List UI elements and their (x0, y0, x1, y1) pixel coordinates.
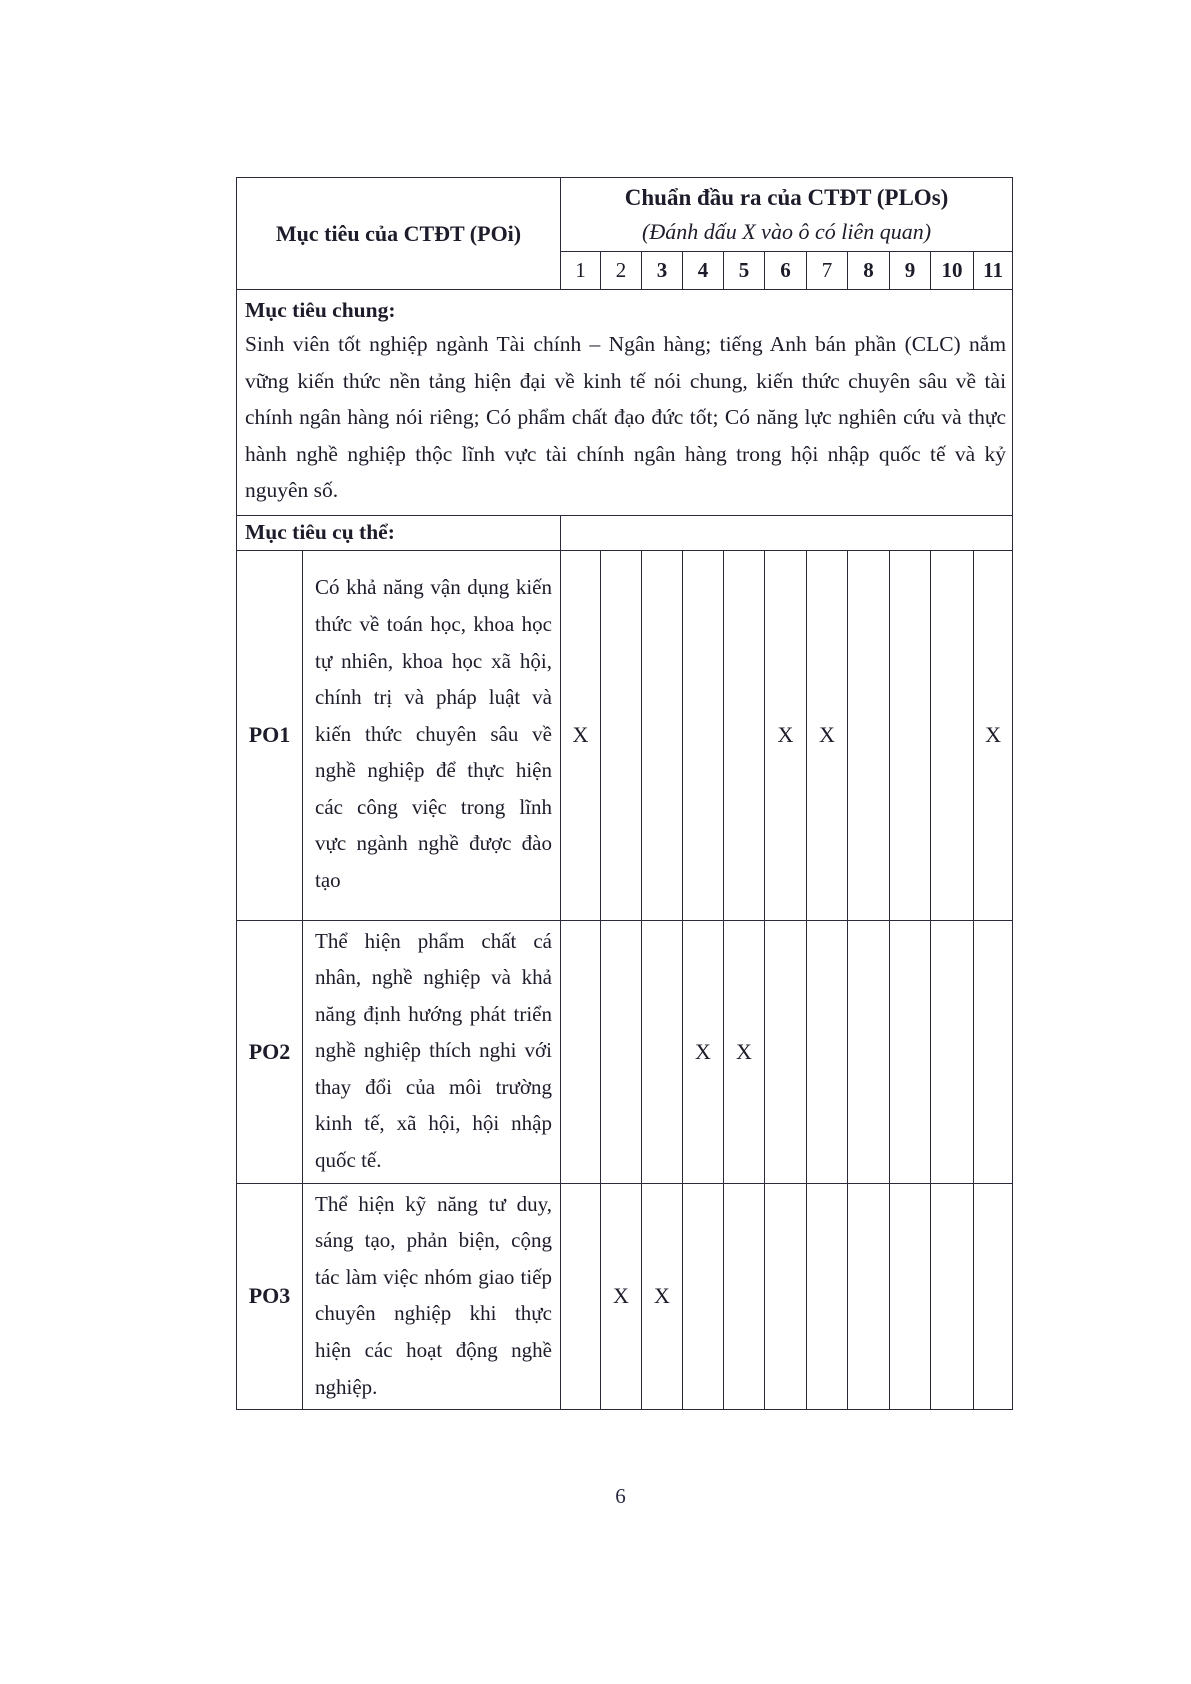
general-objective-text: Sinh viên tốt nghiệp ngành Tài chính – Ngân hàng; tiếng Anh bán phần (CLC) nắm vững kiến thức nền tảng hiện đại về kinh tế nói chung, kiến thức chuyên sâu về tài chính ngân hàng nói riêng; Có phẩm chất đạo đức tốt; Có năng lực nghiên cứu và thực hành nghề nghiệp thộc lĩnh vực tài chính ngân hàng trong hội nhập quốc tế và kỷ nguyên số. (245, 332, 1007, 502)
plo-number: 11 (974, 252, 1013, 290)
plo-mark-cell (807, 920, 848, 1183)
specific-objective-row (237, 515, 1013, 550)
po-description: Thể hiện phẩm chất cá nhân, nghề nghiệp và khả năng định hướng phát triển nghề nghiệp thích nghi với thay đổi của môi trường kinh tế, xã hội, hội nhập quốc tế. (303, 920, 561, 1183)
plo-number: 3 (642, 252, 683, 290)
page-number: 6 (615, 1484, 626, 1508)
plo-mark-cell (765, 1183, 807, 1410)
plo-number: 9 (890, 252, 931, 290)
plo-mark-cell (931, 920, 974, 1183)
po-column-header: Mục tiêu của CTĐT (POi) (237, 178, 561, 290)
plo-mark-cell (931, 1183, 974, 1410)
plo-mark-cell: X (683, 920, 724, 1183)
plo-mark-cell (848, 1183, 890, 1410)
plo-mark-cell (683, 550, 724, 920)
po-description: Có khả năng vận dụng kiến thức về toán học, khoa học tự nhiên, khoa học xã hội, chính trị và pháp luật và kiến thức chuyên sâu về nghề nghiệp để thực hiện các công việc trong lĩnh vực ngành nghề được đào tạo (303, 550, 561, 920)
plo-mark-cell (890, 550, 931, 920)
plo-mark-cell (561, 1183, 601, 1410)
po-code: PO1 (237, 550, 303, 920)
plo-mark-cell (974, 1183, 1013, 1410)
plo-mark-cell (974, 920, 1013, 1183)
plo-number: 2 (601, 252, 642, 290)
plo-number: 8 (848, 252, 890, 290)
plo-number: 6 (765, 252, 807, 290)
plo-mark-cell (890, 1183, 931, 1410)
table-row-po1 (237, 550, 1013, 920)
plo-mark-cell (765, 920, 807, 1183)
plo-number: 10 (931, 252, 974, 290)
header-row (237, 178, 1013, 252)
plo-mark-cell (724, 550, 765, 920)
plo-number: 4 (683, 252, 724, 290)
table-row-po3 (237, 1183, 1013, 1410)
specific-objective-empty (561, 515, 1013, 550)
general-objective-row (237, 290, 1013, 516)
plo-mark-cell (848, 550, 890, 920)
plo-mark-cell: X (601, 1183, 642, 1410)
plo-mark-cell (642, 550, 683, 920)
po-plo-matrix-table (236, 177, 1013, 1410)
plo-column-header (561, 178, 1013, 252)
plo-mark-cell (724, 1183, 765, 1410)
general-objective-label: Mục tiêu chung: (245, 298, 396, 322)
plo-number: 7 (807, 252, 848, 290)
plo-number: 1 (561, 252, 601, 290)
plo-mark-cell: X (807, 550, 848, 920)
plo-header-title: Chuẩn đầu ra của CTĐT (PLOs) (624, 184, 949, 210)
po-code: PO2 (237, 920, 303, 1183)
po-description: Thể hiện kỹ năng tư duy, sáng tạo, phản biện, cộng tác làm việc nhóm giao tiếp chuyên nghiệp khi thực hiện các hoạt động nghề nghiệp. (303, 1183, 561, 1410)
specific-objective-label: Mục tiêu cụ thể: (237, 515, 561, 550)
plo-number: 5 (724, 252, 765, 290)
plo-mark-cell (561, 920, 601, 1183)
plo-mark-cell (848, 920, 890, 1183)
plo-mark-cell (890, 920, 931, 1183)
plo-mark-cell (683, 1183, 724, 1410)
plo-header-subtitle: (Đánh dấu X vào ô có liên quan) (642, 218, 932, 244)
plo-mark-cell (931, 550, 974, 920)
plo-mark-cell (601, 920, 642, 1183)
po-code: PO3 (237, 1183, 303, 1410)
plo-mark-cell: X (724, 920, 765, 1183)
plo-mark-cell (642, 920, 683, 1183)
plo-mark-cell: X (561, 550, 601, 920)
plo-mark-cell: X (974, 550, 1013, 920)
general-objective-cell (237, 290, 1013, 516)
plo-mark-cell: X (765, 550, 807, 920)
plo-mark-cell: X (642, 1183, 683, 1410)
table-row-po2 (237, 920, 1013, 1183)
plo-mark-cell (601, 550, 642, 920)
plo-mark-cell (807, 1183, 848, 1410)
